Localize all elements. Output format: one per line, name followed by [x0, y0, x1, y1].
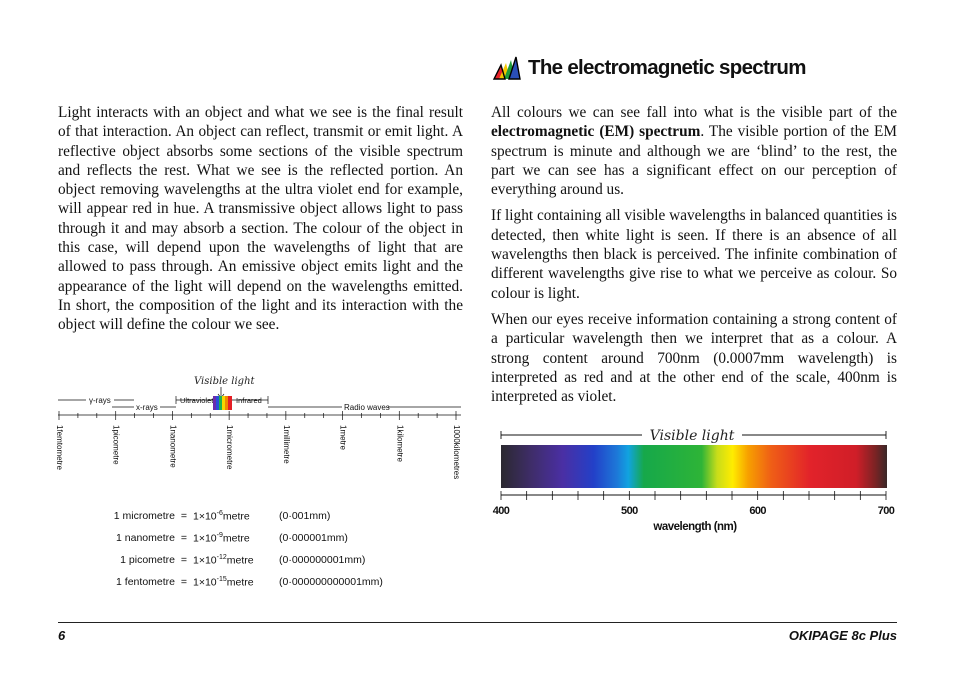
- conversion-exponent: -9: [216, 531, 223, 539]
- conversion-unit: 1 fentometre: [116, 576, 175, 588]
- conversion-equals: =: [180, 532, 188, 544]
- wavelength-ticks: [501, 491, 886, 500]
- conversion-equals: =: [180, 510, 188, 522]
- conversion-value: [193, 571, 279, 593]
- em-axis-ticks: [59, 411, 456, 420]
- em-scale-label: 1millimetre: [281, 425, 291, 464]
- conversion-suffix: metre: [222, 510, 250, 523]
- conversion-suffix: metre: [226, 554, 254, 567]
- visible-spectrum-figure: [488, 425, 900, 545]
- em-scale-label: 1femtometre: [55, 425, 64, 470]
- mini-red: [228, 396, 232, 410]
- mini-yellow: [222, 396, 225, 410]
- conversion-value: [193, 549, 279, 571]
- conversion-row: [80, 505, 383, 527]
- conversion-equals: =: [180, 576, 188, 588]
- radio-band-label: Radio waves: [344, 403, 390, 412]
- conversion-mm: (0·000001mm): [279, 532, 348, 544]
- mini-blue: [216, 396, 219, 410]
- gamma-band-label: γ-rays: [89, 396, 111, 405]
- em-scale-label: 1picometre: [111, 425, 121, 465]
- wavelength-tick-label: 700: [877, 505, 895, 517]
- conversion-exponent: -15: [216, 575, 227, 583]
- em-spectrum-diagram: [56, 370, 468, 495]
- em-axis-labels: [55, 425, 461, 479]
- page-title: The electromagnetic spectrum: [528, 56, 806, 79]
- product-name: OKIPAGE 8c Plus: [788, 628, 897, 643]
- em-paragraph-end: . The visible portion of the EM spectrum is minute and although we are ‘blind’ to the rest, the part we can see has a significant effect on our perception of everything around us.: [491, 123, 897, 199]
- right-column: [491, 103, 897, 413]
- conversion-row: [80, 571, 383, 593]
- wavelength-axis-label: wavelength (nm): [653, 521, 737, 533]
- conversion-mm: (0·000000001mm): [279, 554, 366, 566]
- spectrum-bar: [501, 445, 887, 488]
- em-spectrum-paragraph: [491, 103, 897, 199]
- wavelength-tick-label: 600: [749, 505, 766, 517]
- wavelength-tick-labels: [493, 505, 895, 517]
- conversion-equals: =: [180, 554, 188, 566]
- intro-paragraph: Light interacts with an object and what we see is the final result of that interaction. An object can reflect, transmit or emit light. A reflective object absorbs some sections of the visible spectrum and reflects the rest. What we see is the reflected portion. An object removing wavelengths at the ultra violet end for example, will appear red in hue. A transmissive object allows light to pass through it and may absorb a section. The colour of the object in this case, will depend upon the wavelengths of light that are allowed to pass through. An emissive object emits light and the appearance of the light will depend on the wavelengths emitted. In short, the composition of the light and its interaction with the object will define the colour we see.: [58, 104, 463, 334]
- conversion-base: 1×10: [193, 576, 217, 589]
- conversion-value: [193, 527, 279, 549]
- mini-violet: [213, 396, 216, 410]
- em-scale-label: 1kilometre: [395, 425, 405, 462]
- em-spectrum-term: electromagnetic (EM) spectrum: [491, 123, 701, 141]
- left-column: [58, 103, 463, 335]
- mini-orange: [225, 396, 228, 410]
- em-scale-label: 1metre: [338, 425, 348, 450]
- conversion-unit: 1 picometre: [120, 554, 175, 566]
- em-paragraph-start: All colours we can see fall into what is the visible part of the: [491, 104, 897, 121]
- conversion-suffix: metre: [222, 532, 250, 545]
- em-scale-label: 1micrometre: [225, 425, 235, 470]
- visible-light-label: Visible light: [194, 376, 255, 387]
- xray-band-label: x-rays: [136, 403, 158, 412]
- uv-band-label: Ultraviolet: [180, 396, 214, 405]
- em-scale-label: 1000kilometres: [452, 425, 461, 480]
- conversion-mm: (0·000000000001mm): [279, 576, 383, 588]
- conversion-row: [80, 527, 383, 549]
- conversion-value: [193, 505, 279, 527]
- colour-paragraph: When our eyes receive information containing a strong content of a particular wavelength then we interpret that as a colour. A strong content around 700nm (0.0007mm wavelength) is interpreted as red and at the other end of the scale, 400nm is interpreted as violet.: [491, 310, 897, 406]
- conversion-base: 1×10: [193, 510, 217, 523]
- conversion-exponent: -12: [216, 553, 227, 561]
- white-light-paragraph: If light containing all visible wavelengths in balanced quantities is detected, then white light is seen. If there is an absence of all wavelengths then black is perceived. The infinite combination of different wavelengths give rise to what we perceive as colour. So colour is light.: [491, 207, 897, 302]
- unit-conversion-table: [80, 505, 383, 593]
- conversion-unit: 1 nanometre: [116, 532, 175, 544]
- section-heading: [492, 55, 806, 81]
- infrared-band-label: Infrared: [236, 396, 262, 405]
- spectrum-logo-icon: [492, 55, 522, 81]
- em-scale-label: 1nanometre: [168, 425, 178, 468]
- visible-light-title: Visible light: [649, 428, 735, 444]
- conversion-base: 1×10: [193, 532, 217, 545]
- conversion-unit: 1 micrometre: [113, 510, 175, 522]
- conversion-base: 1×10: [193, 554, 217, 567]
- conversion-suffix: metre: [226, 576, 254, 589]
- conversion-mm: (0·001mm): [279, 510, 331, 522]
- footer-rule: [58, 622, 897, 623]
- wavelength-tick-label: 400: [492, 505, 510, 517]
- wavelength-tick-label: 500: [621, 505, 638, 517]
- conversion-exponent: -6: [216, 509, 223, 517]
- conversion-row: [80, 549, 383, 571]
- page-number: 6: [58, 628, 66, 643]
- mini-green: [219, 396, 222, 410]
